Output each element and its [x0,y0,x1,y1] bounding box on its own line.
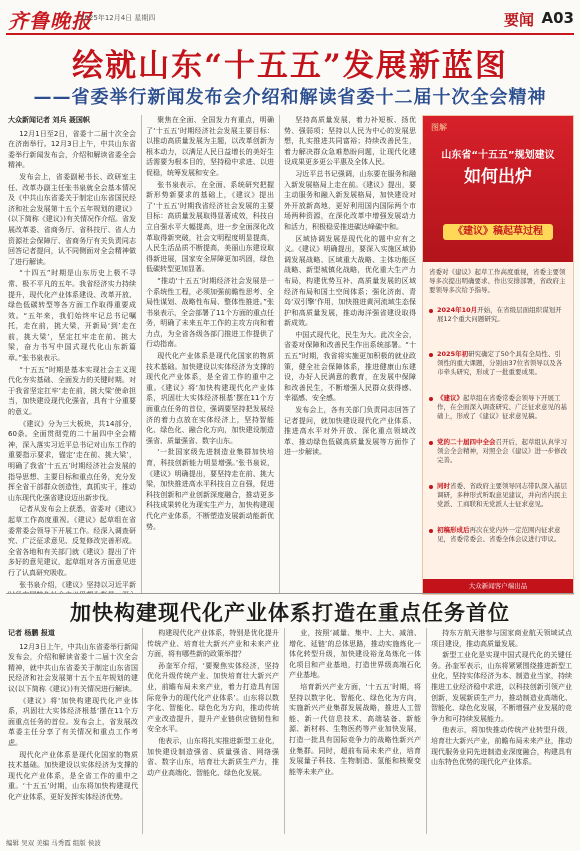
article-column-1 [8,115,136,593]
column-divider [279,115,280,593]
article2-column-2 [147,628,279,834]
main-headline: 绘就山东“十五五”发展新蓝图 [72,48,508,84]
timeline-dot [429,353,433,357]
article-paragraph: 业，按照‘减量、集中、上大、减油、增化、延链’的总体思路，推动实施炼化一体化转型升级，加快建设裕龙岛炼化一体化项目和产业基地，打造世界级高端石化产业基地。 [289,629,421,680]
timeline-date: 2025年初 [437,350,469,358]
page-header [0,0,580,36]
article-paragraph: 发布会上，省委副秘书长、政研室主任、改革办副主任张书泉就全会基本情况及《中共山东省委关于制定山东省国民经济和社会发展第十五个五年规划的建议》(以下简称《建议》)有关情况作介绍。省发展改革委、省商务厅、省科技厅、省人力资源社会保障厅、省商务厅有关负责同志回答记者提问，认不同侧面对全会精神做了进行解读。 [8,172,136,266]
timeline-date: 《建议》 [437,394,463,402]
timeline-text: 起草组在省委常委会领导下开展工作，在全面深入调查研究、广泛征求意见的基础上，形成了《建议》征求意见稿。 [437,394,567,420]
column-divider [284,628,285,834]
timeline-dot [429,397,433,401]
infographic-credit: 大众新闻客户端出品 [423,579,573,594]
infographic-title-line2: 如何出炉 [464,167,532,187]
article2-column-3 [289,628,421,834]
article2-column-2-body [147,628,279,778]
timeline-text: 研究确定了50个具有全局性、引领性的重大课题，分别由37位省领导以及各市牵头研究，形成了一批重要成果。 [437,350,563,376]
timeline-item [437,526,567,544]
timeline-text: 开始，在省级层面组织谋划开展12个重大问题研究。 [437,306,562,323]
article-paragraph: 12月3日上午，中共山东省委举行新闻发布会，介绍和解读省委十二届十次全会精神，就中共山东省委关于制定山东省国民经济和社会发展第十五个五年规划的建议(以下简称《建议》)有关情况进行解读。 [8,642,138,693]
issue-date: 2025年12月4日 星期四 [80,14,156,22]
timeline-text: 省委、省政府主要领导同志带队深入基层调研，多种形式听取意见建议，并向省内民主党派、工商联和无党派人士征求意见。 [437,482,567,508]
timeline-dot [429,309,433,313]
article-paragraph: 《建议》将‘加快构建现代化产业体系，巩固壮大实体经济根基’摆在11个方面重点任务的首位。发布会上，省发展改革委主任分享了有关情况和重点工作考虑。 [8,696,138,747]
article-paragraph: 构建现代化产业体系，特别是优化提升传统产业、培育壮大新兴产业和未来产业方面，将有哪些新的政策举措？ [147,629,279,659]
article-paragraph: 中国式现代化，民生为大。此次全会，省委对保障和改善民生作出系统部署。“十五五”时期，我省将实施更加积极的就业政策，健全社会保障体系，推进健康山东建设，办好人民满意的教育，在发展中保障和改善民生，不断增强人民群众获得感、幸福感、安全感。 [284,330,416,403]
timeline-date: 初稿形成后 [437,526,470,534]
article-paragraph: “十四五”时期是山东历史上极不寻常、极不平凡的五年。我省经济实力持续提升，现代化产业体系建设、改革开放、绿色低碳转型等各方面工作取得重要成效。“五年来，我们始终牢记总书记嘱托，走在前，挑大梁，开新局‘到’走在前，挑大梁’，坚定扛牢走在前、挑大梁，奋力书写中国式现代化山东新篇章。”张书泉表示。 [8,269,136,363]
article-paragraph: 记者从发布会上获悉，省委对《建议》起草工作高度重视。《建议》起草组在省委常委会领导下开展工作。经深入调查研究、广泛征求意见、反复修改完善形成。全省各地和有关部门就《建议》提出了许多好的意见建议，起草组对各方面意见进行了认真研究吸收。 [8,505,136,577]
column-3-body [284,115,416,458]
newspaper-logo: 齐鲁晚报 [8,9,92,33]
article-paragraph: 新型工业化是实现中国式现代化的关键任务。孙奎军表示，山东将紧紧围绕推进新型工业化，坚持实体经济为本、制造业当家，持续推进工业经济稳中求进，以科技创新引领产业创新，发展新质生产力，推动制造业高端化、智能化、绿色化发展，不断增强产业发展的竞争力和可持续发展能力。 [431,651,572,723]
article-paragraph: 孙奎军介绍，‘要聚焦实体经济，坚持优化升级传统产业、加快培育壮大新兴产业，前瞻布局未来产业，着力打造具有国际竞争力的现代化产业体系’。山东将以数字化、智能化、绿色化为方向，推动传统产业改造提升，提升产业链供应链韧性和安全水平。 [147,661,279,734]
article-paragraph: 坚持高质量发展，着力补短板、扬优势、强弱项；坚持以人民为中心的发展思想，扎实推进共同富裕；持续改善民生，着力解决群众急难愁盼问题，让现代化建设成果更多更公平惠及全体人民。 [284,116,416,167]
article2-column-4-body [431,628,572,768]
timeline-dot [429,441,433,445]
article-paragraph: 发布会上，各有关部门负责同志回答了记者提问，就加快建设现代化产业体系、推进高水平对外开放、深化重点领域改革、推动绿色低碳高质量发展等方面作了进一步解读。 [284,406,416,457]
infographic-tag: 图解 [431,123,447,132]
timeline-text: 召开后，起草组认真学习领会全会精神，对照全会《建议》进一步修改完善。 [437,438,567,464]
article-paragraph: 他表示，山东将扎实推进新型工业化，加快建设制造强省、质量强省、网络强省、数字山东，培育壮大新质生产力，推动产业高端化、智能化、绿色化发展。 [147,736,279,777]
section-name: 要闻 [503,11,534,29]
article-paragraph: “十五五”时期是基本实现社会主义现代化夯实基础、全面发力的关键时期。对于我省坚定扛牢‘走在前，挑大梁’使命担当，加快建设现代化强省，具有十分重要的意义。 [8,365,136,417]
article2-column-4 [431,628,572,834]
article-paragraph: 培育新兴产业方面，‘十五五’时期，将坚持以数字化、智能化、绿色化为方向，实施新兴产业集群发展战略，推进人工智能、新一代信息技术、高端装备、新能源、新材料、生物医药等产业加快发展，打造一批具有国际竞争力的战略性新兴产业集群。同时，超前布局未来产业，培育发展量子科技、生物制造、氢能和核聚变能等未来产业。 [289,682,421,776]
article-paragraph: 区域协调发展是现代化的题中应有之义。《建议》明确提出，要深入实施区域协调发展战略、区域重大战略、主体功能区战略、新型城镇化战略，优化重大生产力布局，构建优势互补、高质量发展的区域经济布局和国土空间体系；强化济南、青岛‘双引擎’作用，加快推进黄河流域生态保护和高质量发展，推动海洋强省建设取得新成效。 [284,234,416,328]
infographic-title-line1: 山东省“十五五”规划建议 [441,150,555,161]
column-2-body [146,115,274,532]
column-divider [142,628,143,834]
article-paragraph: 现代化产业体系是现代化国家的物质技术基础。加快建设以实体经济为支撑的现代化产业体系，是全省工作的重中之重。‘十五五’时期，山东将加快构建现代化产业体系，更好发挥实体经济优势。 [8,750,138,801]
timeline-date: 2024年10月 [437,306,478,314]
timeline-item [437,482,567,509]
article-paragraph: 12月1日至2日，省委十二届十次全会在济南举行。12月3日上午，中共山东省委举行新闻发布会，介绍和解读省委全会精神。 [8,129,136,170]
article-column-3 [284,115,416,593]
timeline-dot [429,485,433,489]
infographic-intro: 省委对《建议》起草工作高度重视，省委主要领导多次提出明确要求、作出安排部署，省政府主要领导多次给予指导。 [429,268,566,294]
timeline-date: 党的二十届四中全会 [437,438,496,446]
article-paragraph: 《建议》分为三大板块，共14部分，60条。全面贯彻党的二十届四中全会精神，深入落实习近平总书记对山东工作的重要指示要求，锚定‘走在前、挑大梁’，明确了我省‘十五五’时期经济社会发展的指导思想、主要目标和重点任务，充分发挥全省干部群众创造性，真抓实干，推动山东现代化强省建设迈出新步伐。 [8,419,136,502]
timeline-item [437,394,567,421]
infographic-panel [422,115,574,595]
page-number: A03 [541,9,574,27]
article-paragraph: 他表示，将加快推动传统产业转型升级，培育壮大新兴产业，前瞻布局未来产业，推动现代服务业同先进制造业深度融合，构建具有山东特色优势的现代化产业体系。 [431,726,572,767]
article-paragraph: 张书泉介绍，《建议》坚持以习近平新 [19,580,136,589]
timeline-item [437,306,567,324]
main-subheadline: ——省委举行新闻发布会介绍和解读省委十二届十次全会精神 [33,87,547,108]
second-headline: 加快构建现代化产业体系打造在重点任务首位 [70,600,510,625]
article2-column-1-body [8,642,138,803]
section-divider [6,593,574,594]
article-byline: 大众新闻记者 刘兵 聂国帜 [8,116,90,124]
timeline-text: 再次在党内外一定范围内征求意见，省委常委会、省委全体会议进行审议。 [437,526,561,543]
column-divider [141,115,142,593]
header-rule [6,33,574,35]
article-paragraph: ‘一批国家级先进制造业集群加快培育，科技创新能力明显增强。’张书泉说，《建议》明确提出，要坚持走在前、挑大梁，加快推进高水平科技自立自强，促进科技创新和产业创新深度融合，推动更多科技成果转化为现实生产力，加快构建现代化产业体系，不断塑造发展新动能新优势。 [146,448,274,531]
timeline-item [437,350,567,377]
article2-byline: 记者 杨鹏 报道 [8,629,55,637]
article-paragraph: 现代化产业体系是现代化国家的物质技术基础。加快建设以实体经济为支撑的现代化产业体系，是全省工作的重中之重。《建议》将‘加快构建现代化产业体系，巩固壮大实体经济根基’摆在11个方面重点任务的首位，强调要坚持把发展经济的着力点放在实体经济上，坚持智能化、绿色化、融合化方向，加快建设制造强省、质量强省、数字山东。 [146,352,274,445]
article-paragraph: “推动‘十五五’时期经济社会发展是一个系统性工程，必须加强前瞻性思考、全局性谋划、战略性布局、整体性推进。”张书泉表示，全会部署了11个方面的重点任务，明确了未来五年工作的主攻方向和着力点，为全省各级各部门推进工作提供了行动指南。 [146,276,274,349]
timeline-date: 同时 [437,482,450,490]
article2-column-1 [8,628,138,834]
article-paragraph: 持东方航天港参与国家商业航天领域试点项目建设，推动高质量发展。 [431,629,572,648]
infographic-banner [423,116,573,262]
article2-column-3-body [289,628,421,777]
page-credits: 编辑 吴双 美编 马秀霞 组版 侯波 [6,839,101,847]
article-column-2 [146,115,274,593]
article-paragraph: 张书泉表示，在全面、系统研究把握新形势新要求的基础上，《建议》提出了‘十五五’时期我省经济社会发展的主要目标：高质量发展取得显著成效，科技自立自强水平大幅提高，进一步全面深化改革取得新突破，社会文明程度明显提高，人民生活品质不断提高，美丽山东建设取得新进展，国家安全屏障更加巩固，绿色低碳转型更加显著。 [146,180,274,274]
timeline-dot [429,529,433,533]
timeline-item [437,438,567,465]
column-divider [426,628,427,834]
article-paragraph: 聚焦在全面、全国发力有重点，明确了‘十五五’时期经济社会发展主要目标：以推动高质量发展为主题，以改革创新为根本动力，以满足人民日益增长的美好生活需要为根本目的，坚持稳中求进、以进促稳，统筹发展和安全。 [146,116,274,177]
infographic-subtitle: 《建议》稿起草过程 [443,224,553,240]
column-1-body [8,129,136,593]
article-paragraph: 习近平总书记强调，山东要在服务和融入新发展格局上走在前。《建议》提出，要主动服务和融入新发展格局，加快建设对外开放新高地，更好利用国内国际两个市场两种资源，在深化改革中增强发展动力和活力，积极稳妥推进碳达峰碳中和。 [284,169,416,231]
